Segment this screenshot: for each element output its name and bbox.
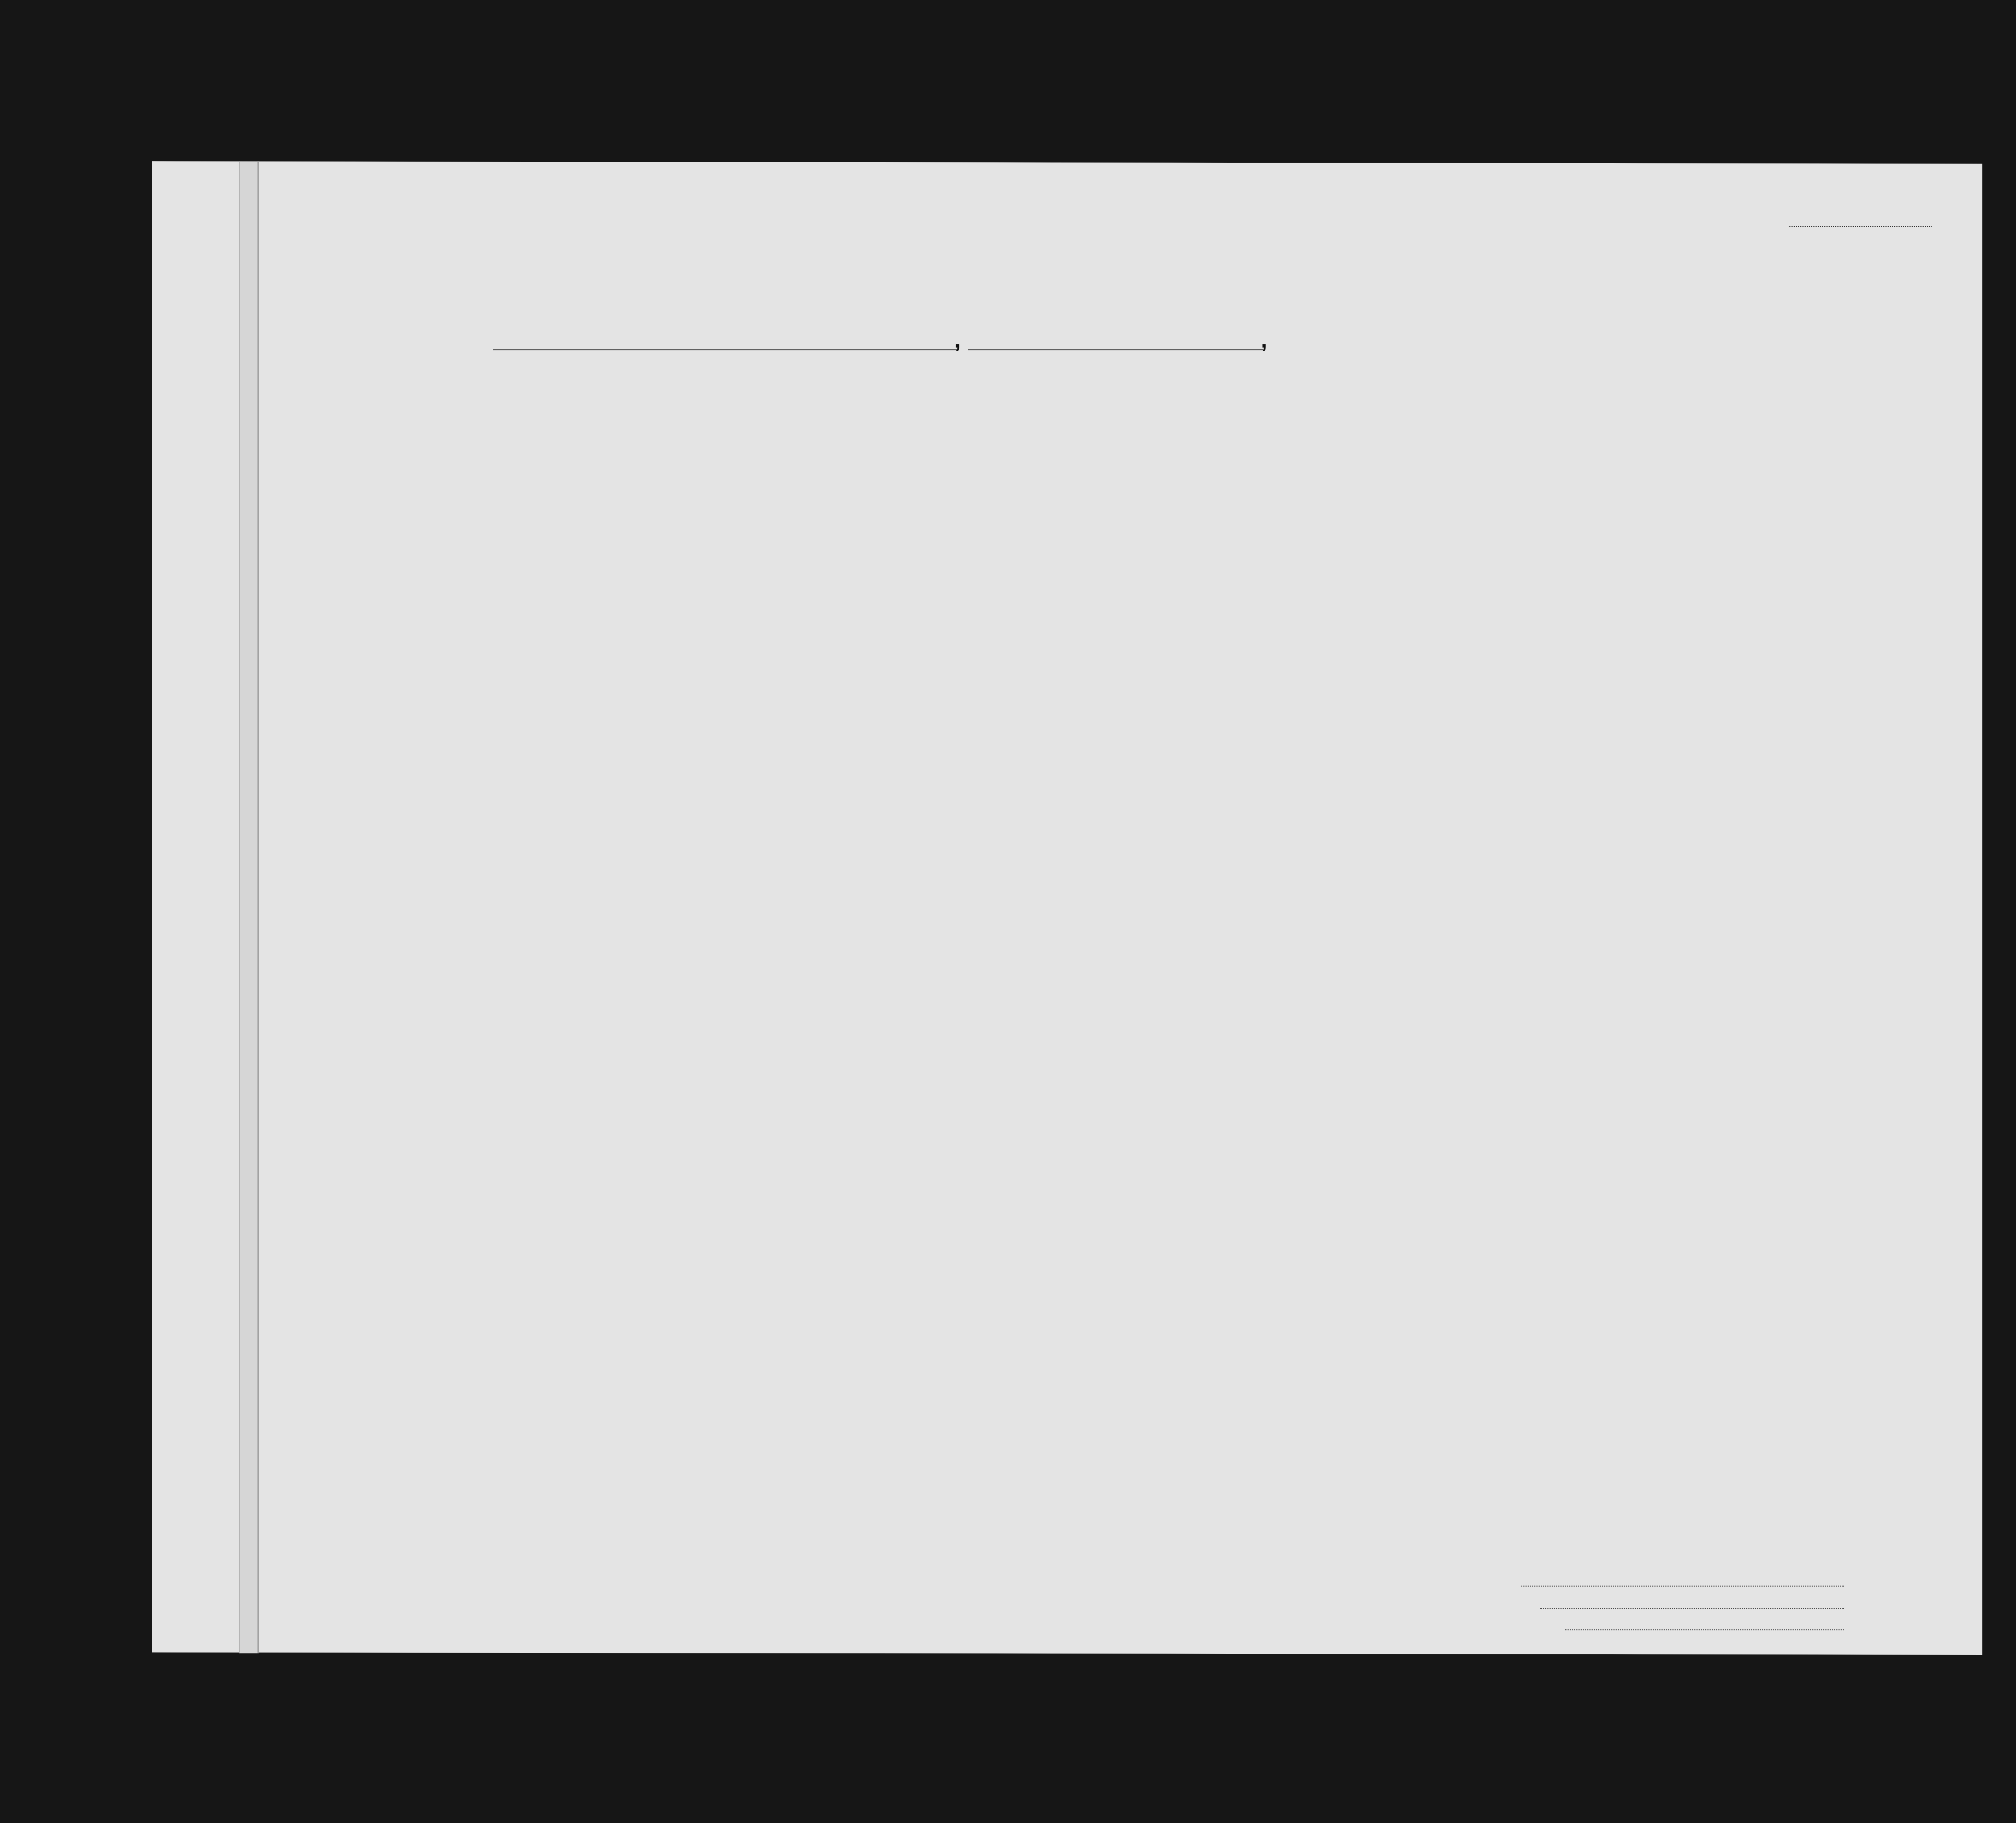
header-polygamist <box>1376 401 1395 514</box>
date-underline <box>968 349 1263 350</box>
owners-blank <box>1540 1608 1844 1609</box>
header-offer-labor <box>1473 401 1504 514</box>
date-comma: , <box>954 327 961 353</box>
header-anarchist <box>1399 401 1419 514</box>
header-inches <box>1678 466 1699 502</box>
header-overthrow <box>1424 401 1472 514</box>
header-prison-almshouse <box>1337 401 1373 514</box>
port-underline <box>493 349 959 350</box>
page-fold <box>240 162 258 1653</box>
line-blank <box>1521 1586 1844 1587</box>
header-fifty-dollars <box>822 400 845 515</box>
header-ticket <box>709 400 736 515</box>
header-purpose-citizen <box>1307 422 1333 514</box>
header-purpose-length <box>1279 422 1306 514</box>
local-agents-blank <box>1565 1629 1844 1630</box>
paper-sheet <box>152 161 1982 1655</box>
header-purpose-return <box>1236 422 1278 514</box>
header-excluded-deported <box>1507 401 1526 514</box>
header-arrested-deported <box>1527 401 1547 514</box>
list-blank <box>1789 226 1932 227</box>
header-feet <box>1655 466 1676 502</box>
year-comma: , <box>1261 327 1267 353</box>
